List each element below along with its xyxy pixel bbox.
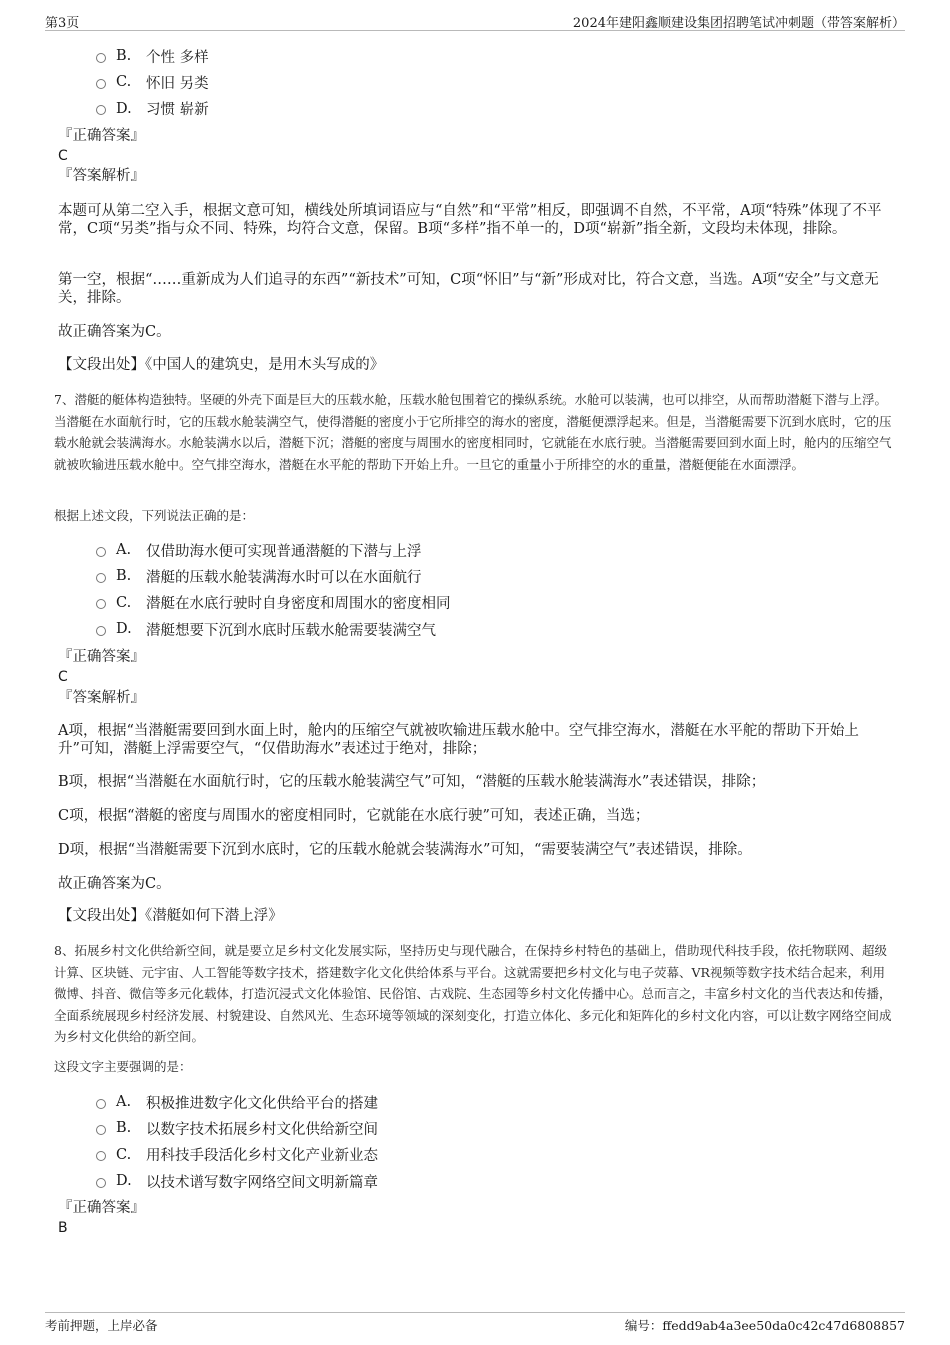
q7-passage: 7、潜艇的艇体构造独特。坚硬的外壳下面是巨大的压载水舱，压载水舱包围着它的操纵系统。水舱可以装满，也可以排空，从而帮助潜艇下潜与上浮。当潜艇在水面航行时，它的压载水舱装满空气，使得潜艇的密度小于它所排空的海水的密度，潜艇便漂浮起来。但是，当潜艇需要下沉到水底时，它的压载水舱就会装满海水。水舱装满水以后，潜艇下沉；潜艇的密度与周围水的密度相同时，它就能在水底行驶。当潜艇需要回到水面上时，舱内的压缩空气就被吹输进压载水舱中。空气排空海水，潜艇在水平舵的帮助下开始上升。一旦它的重量小于所排空的水的重量，潜艇便能在水面漂浮。 — [54, 392, 892, 472]
q8-prompt: 这段文字主要强调的是： — [54, 1059, 192, 1074]
q7-option-b[interactable]: B. 潜艇的压载水舱装满海水时可以在水面航行 — [96, 563, 451, 589]
correct-answer-label: 『正确答案』 — [58, 128, 145, 144]
radio-icon[interactable] — [96, 1178, 106, 1188]
radio-icon[interactable] — [96, 1151, 106, 1161]
radio-icon[interactable] — [96, 547, 106, 557]
radio-icon[interactable] — [96, 1125, 106, 1135]
q6-option-b[interactable]: B. 个性 多样 — [96, 43, 209, 69]
q7-options — [96, 537, 451, 642]
q7-answer: C — [58, 669, 68, 685]
q7-option-c[interactable]: C. 潜艇在水底行驶时自身密度和周围水的密度相同 — [96, 590, 451, 616]
q6-answer: C — [58, 148, 68, 164]
document-title: 2024年建阳鑫顺建设集团招聘笔试冲刺题（带答案解析） — [572, 16, 905, 31]
q6-option-d[interactable]: D. 习惯 崭新 — [96, 96, 209, 122]
q7-option-a[interactable]: A. 仅借助海水便可实现普通潜艇的下潜与上浮 — [96, 537, 451, 563]
radio-icon[interactable] — [96, 105, 106, 115]
q6-option-c[interactable]: C. 怀旧 另类 — [96, 69, 209, 95]
q8-option-d[interactable]: D. 以技术谱写数字网络空间文明新篇章 — [96, 1168, 378, 1194]
document-code: 编号：ffedd9ab4a3ee50da0c42c47d6808857 — [624, 1318, 905, 1333]
radio-icon[interactable] — [96, 573, 106, 583]
radio-icon[interactable] — [96, 53, 106, 63]
radio-icon[interactable] — [96, 79, 106, 89]
q7-analysis-5: 故正确答案为C。 — [58, 876, 171, 892]
correct-answer-label: 『正确答案』 — [58, 649, 145, 665]
q7-analysis-4: D项，根据“当潜艇需要下沉到水底时，它的压载水舱就会装满海水”可知，“需要装满空气”表述错误，排除。 — [58, 842, 752, 858]
correct-answer-label: 『正确答案』 — [58, 1200, 145, 1216]
page-header — [45, 8, 905, 31]
q6-analysis-1: 本题可从第二空入手，根据文意可知，横线处所填词语应与“自然”和“平常”相反，即强调不自然，不平常，A项“特殊”体现了不平常，C项“另类”指与众不同、特殊，均符合文意，保留。B项“多样”指不单一的，D项“崭新”指全新，文段均未体现，排除。 — [58, 203, 882, 237]
q7-source: 【文段出处】《潜艇如何下潜上浮》 — [58, 908, 283, 924]
analysis-label: 『答案解析』 — [58, 690, 145, 706]
q8-answer: B — [58, 1220, 68, 1236]
radio-icon[interactable] — [96, 626, 106, 636]
q8-option-c[interactable]: C. 用科技手段活化乡村文化产业新业态 — [96, 1142, 378, 1168]
footer-slogan: 考前押题，上岸必备 — [45, 1318, 158, 1333]
q8-options — [96, 1089, 378, 1194]
radio-icon[interactable] — [96, 599, 106, 609]
q7-analysis-2: B项，根据“当潜艇在水面航行时，它的压载水舱装满空气”可知，“潜艇的压载水舱装满海水”表述错误，排除； — [58, 774, 766, 790]
q8-passage: 8、拓展乡村文化供给新空间，就是要立足乡村文化发展实际，坚持历史与现代融合，在保持乡村特色的基础上，借助现代科技手段，依托物联网、超级计算、区块链、元宇宙、人工智能等数字技术，搭建数字化文化供给体系与平台。这就需要把乡村文化与电子荧幕、VR视频等数字技术结合起来，利用微博、抖音、微信等多元化载体，打造沉浸式文化体验馆、民俗馆、古戏院、生态园等乡村文化传播中心。总而言之，丰富乡村文化的当代表达和传播，全面系统展现乡村经济发展、村貌建设、自然风光、生态环境等领域的深刻变化，打造立体化、多元化和矩阵化的乡村文化内容，可以让数字网络空间成为乡村文化供给的新空间。 — [54, 943, 892, 1044]
analysis-label: 『答案解析』 — [58, 168, 145, 184]
q8-option-a[interactable]: A. 积极推进数字化文化供给平台的搭建 — [96, 1089, 378, 1115]
q6-options — [96, 43, 209, 122]
page-footer — [45, 1312, 905, 1333]
q7-analysis-3: C项，根据“潜艇的密度与周围水的密度相同时，它就能在水底行驶”可知，表述正确，当选； — [58, 808, 650, 824]
q6-source: 【文段出处】《中国人的建筑史，是用木头写成的》 — [58, 357, 385, 373]
q7-option-d[interactable]: D. 潜艇想要下沉到水底时压载水舱需要装满空气 — [96, 616, 451, 642]
q7-analysis-1: A项，根据“当潜艇需要回到水面上时，舱内的压缩空气就被吹输进压载水舱中。空气排空海水，潜艇在水平舵的帮助下开始上升”可知，潜艇上浮需要空气，“仅借助海水”表述过于绝对，排除； — [58, 723, 859, 757]
radio-icon[interactable] — [96, 1099, 106, 1109]
q7-prompt: 根据上述文段，下列说法正确的是： — [54, 508, 255, 523]
q6-analysis-3: 故正确答案为C。 — [58, 324, 171, 340]
q6-analysis-2: 第一空，根据“……重新成为人们追寻的东西”“新技术”可知，C项“怀旧”与“新”形成对比，符合文意，当选。A项“安全”与文意无关，排除。 — [58, 272, 879, 306]
page-number: 第3页 — [45, 16, 80, 31]
q8-option-b[interactable]: B. 以数字技术拓展乡村文化供给新空间 — [96, 1115, 378, 1141]
